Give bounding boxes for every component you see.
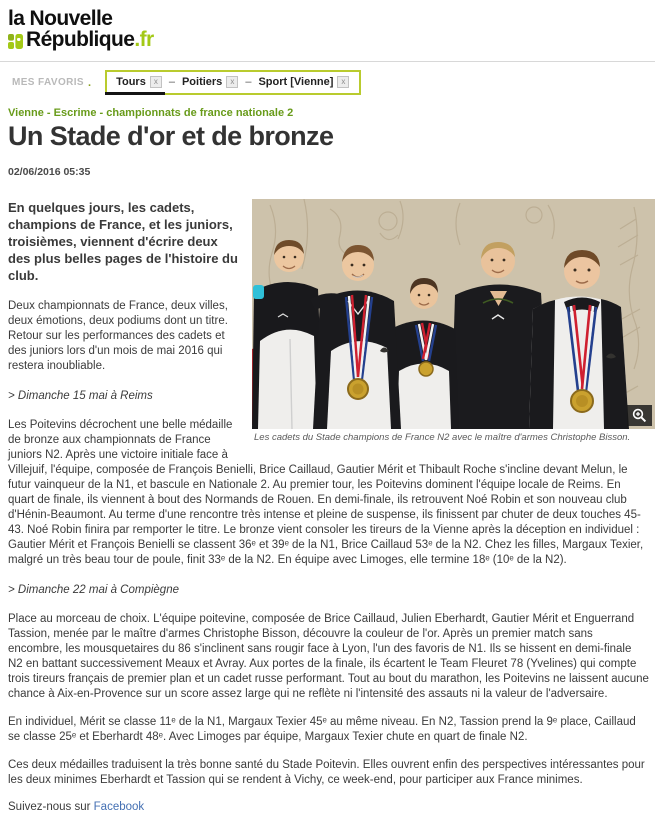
nr-brand-icon — [8, 32, 23, 47]
active-tab-underline — [105, 92, 165, 95]
close-icon[interactable]: x — [150, 76, 162, 88]
article-paragraph-conclusion: Ces deux médailles traduisent la très bonne santé du Stade Poitevin. Elles ouvrent enfin des perspectives intéressantes pour les deux minimes Eberhardt et Tassion qui se rendent à Vichy, ce week-end, pour participer aux France minimes. — [8, 759, 645, 786]
site-logo[interactable] — [8, 9, 154, 50]
close-icon[interactable]: x — [226, 76, 238, 88]
favorites-nav — [0, 62, 655, 100]
publish-date: 02/06/2016 05:35 — [8, 166, 91, 178]
site-header — [0, 0, 655, 54]
logo-tld: .fr — [134, 28, 154, 51]
article-paragraph-reims: Les Poitevins décrochent une belle médaille de bronze aux championnats de France juniors N2. Après une victoire initiale face à Villejuif, l'équipe, composée de François Benielli, Brice Caillaud, Gautier Mérit et Thibault Roche s'incline devant Melun, le futur vainqueur de la N1, et bascule en Nationale 2. Au premier tour, les Poitevins dominent l'équipe locale de Reims. En quart de finale, ils viennent à bout des Normands de Rouen. En demi-finale, ils retrouvent Noé Robin et son nouveau club d'Hénin-Beaumont. Au terme d'une rencontre très intense et pleine de suspense, ils finissent par chuter de deux touches 45-43. Noé Robin finira par remporter le titre. Le bronze vient consoler les tireurs de la Vienne après la déception en individuel : Gautier Mérit et François Benielli se classent 36ᵉ et 39ᵉ de la N1, Brice Caillaud 53ᵉ de la N2. Chez les filles, Margaux Texier, malgré un très beau tour de poule, finit 33ᵉ de la N2. En équipe avec Limoges, elle termine 18ᵉ (10ᵉ de la N2). — [8, 419, 644, 566]
article-paragraph-compiegne: Place au morceau de choix. L'équipe poitevine, composée de Brice Caillaud, Julien Eberhardt, Gautier Mérit et Enguerrand Tassion, menée par le maître d'armes Christophe Bisson, découvre la couleur de l'or. Après un premier match sans encombre, les mousquetaires du 86 s'inclinent sans rougir face à Lyon, l'un des favoris de N1. Ils se hissent en demi-finale N2 en battant successivement Meaux et Avray. Aux portes de la finale, ils écartent le Team Fleuret 78 (Yvelines) qui compte trois tireurs français de premier plan et un cadet russe performant. Tout au bout du marathon, les Poitevins ne laissent aucune chance à Aix-en-Provence sur un score assez large qui ne reflète ni l'intensité des assauts ni la valeur de l'adversaire. — [8, 613, 649, 700]
facebook-link[interactable]: Facebook — [93, 801, 145, 813]
favorites-dot: . — [88, 76, 92, 89]
follow-line — [8, 801, 649, 813]
team-photo-illustration — [252, 199, 655, 429]
photo-zoom-button[interactable] — [627, 405, 652, 426]
favorite-tab-label: Sport [Vienne] — [258, 76, 334, 88]
tab-separator: – — [168, 76, 175, 88]
article-lede: En quelques jours, les cadets, champions de France, et les juniors, troisièmes, viennent d'écrire deux des plus belles pages de l'histoire du club. — [8, 200, 238, 283]
logo-text-line2: République — [26, 28, 135, 51]
section-link-reims[interactable]: > Dimanche 15 mai à Reims — [8, 390, 153, 402]
magnifier-plus-icon — [632, 408, 647, 423]
favorite-tab-label: Poitiers — [181, 76, 223, 88]
breadcrumb[interactable]: Vienne - Escrime - championnats de france nationale 2 — [8, 107, 294, 119]
page-title: Un Stade d'or et de bronze — [8, 121, 334, 151]
favorite-tab-poitiers[interactable] — [182, 76, 238, 88]
close-icon[interactable]: x — [337, 76, 349, 88]
section-link-compiegne[interactable]: > Dimanche 22 mai à Compiègne — [8, 584, 179, 596]
favorites-tab-bar — [105, 70, 361, 95]
follow-text: Suivez-nous sur — [8, 801, 94, 813]
favorite-tab-tours[interactable] — [116, 76, 162, 88]
article-figure — [252, 199, 655, 443]
logo-text-line1: la Nouvelle — [8, 7, 113, 30]
article-photo[interactable] — [252, 199, 655, 429]
article-paragraph-intro: Deux championnats de France, deux villes, deux émotions, deux podiums dont un titre. Retour sur les performances des cadets et des juniors lors d'un mois de mai 2016 qui restera inoubliable. — [8, 300, 228, 372]
favorite-tab-sport-vienne[interactable] — [258, 76, 349, 88]
tab-separator: – — [245, 76, 252, 88]
favorites-label: MES FAVORIS — [12, 77, 85, 88]
article — [0, 100, 655, 813]
article-paragraph-individuel: En individuel, Mérit se classe 11ᵉ de la N1, Margaux Texier 45ᵉ au même niveau. En N2, Tassion prend la 9ᵉ place, Caillaud se classe 25ᵉ et Eberhardt 48ᵉ. Avec Limoges par équipe, Margaux Texier chute en quart de finale N2. — [8, 716, 636, 743]
favorite-tab-label: Tours — [116, 76, 146, 88]
photo-caption: Les cadets du Stade champions de France N2 avec le maître d'armes Christophe Bisson. — [254, 432, 631, 443]
